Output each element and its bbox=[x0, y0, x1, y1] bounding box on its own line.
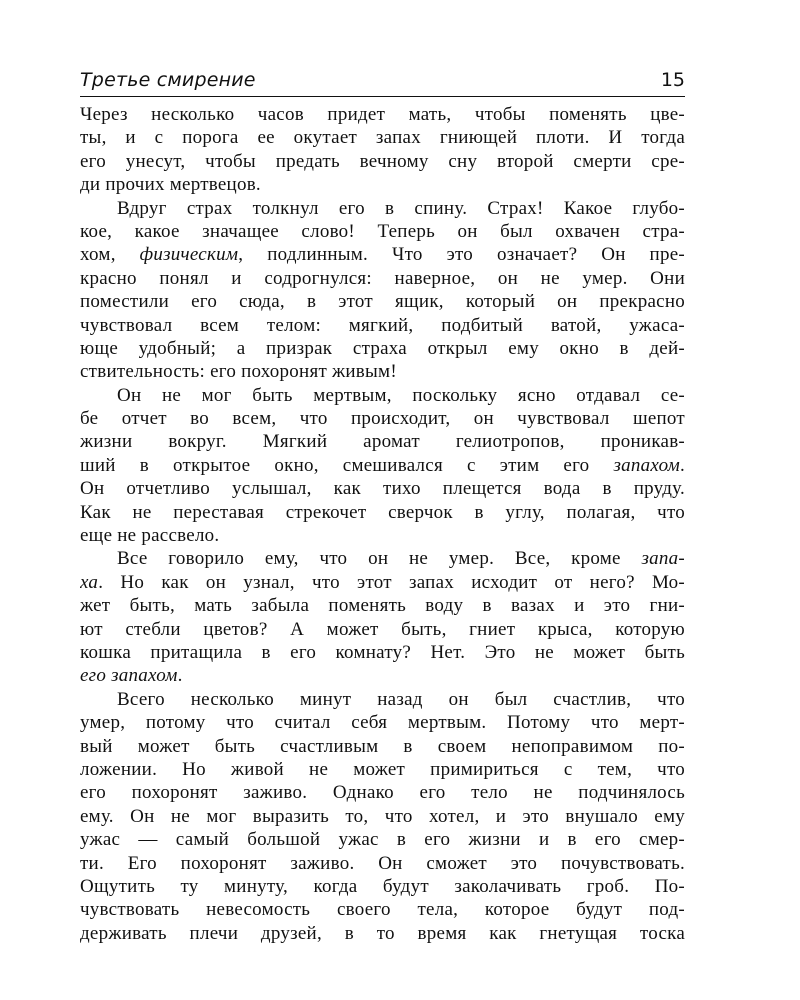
text-line bbox=[80, 594, 685, 617]
text-line-content bbox=[80, 174, 261, 195]
italic-text: запахом bbox=[613, 454, 680, 476]
italic-text: запа- bbox=[641, 548, 685, 570]
text-line-content bbox=[80, 853, 685, 874]
text-run: держивать плечи друзей, в то время как гнетущая тоска bbox=[80, 922, 685, 944]
italic-text: физическим bbox=[139, 244, 239, 266]
text-line bbox=[80, 384, 685, 407]
text-line-content bbox=[80, 244, 685, 265]
text-run: ший в открытое окно, смешивался с этим его bbox=[80, 454, 614, 476]
text-line-content bbox=[80, 268, 685, 289]
text-run: поместили его сюда, в этот ящик, который он прекрасно bbox=[80, 291, 685, 313]
text-line-content bbox=[80, 876, 685, 897]
text-line bbox=[80, 875, 685, 898]
text-line-content bbox=[80, 665, 183, 686]
text-run: бе отчет во всем, что происходит, он чувствовал шепот bbox=[80, 408, 685, 430]
text-run: умер, потому что считал себя мертвым. Потому что мерт- bbox=[80, 712, 685, 734]
text-run: . bbox=[177, 665, 183, 687]
text-line bbox=[80, 360, 685, 383]
text-line bbox=[80, 290, 685, 313]
text-run: чувствовал всем телом: мягкий, подбитый ватой, ужаса- bbox=[80, 314, 685, 336]
text-line bbox=[80, 197, 685, 220]
text-line-content bbox=[80, 104, 685, 125]
italic-text: его запахом bbox=[80, 665, 178, 687]
text-line-content bbox=[80, 338, 685, 359]
text-run: красно понял и содрогнулся: наверное, он не умер. Они bbox=[80, 267, 685, 289]
text-line-content bbox=[80, 619, 685, 640]
text-run: Все говорило ему, что он не умер. Все, кроме bbox=[117, 548, 642, 570]
text-line bbox=[80, 501, 685, 524]
text-line-content bbox=[80, 782, 685, 803]
book-page bbox=[80, 60, 685, 945]
text-line-content bbox=[80, 899, 685, 920]
text-run: Как не переставая стрекочет сверчок в углу, полагая, что bbox=[80, 501, 685, 523]
text-line-content bbox=[117, 198, 685, 219]
text-line bbox=[80, 688, 685, 711]
text-line bbox=[80, 664, 685, 687]
text-line-content bbox=[80, 315, 685, 336]
text-run: , подлинным. Что это означает? Он пре- bbox=[238, 244, 685, 266]
text-line-content bbox=[80, 712, 685, 733]
text-run: хом, bbox=[80, 244, 140, 266]
text-line bbox=[80, 711, 685, 734]
text-run: ди прочих мертвецов. bbox=[80, 174, 261, 196]
text-line-content bbox=[80, 455, 685, 476]
text-line bbox=[80, 173, 685, 196]
text-line bbox=[80, 477, 685, 500]
italic-text: ха bbox=[80, 571, 99, 593]
text-line-content bbox=[80, 502, 685, 523]
text-run: чувствовать невесомость своего тела, которое будут под- bbox=[80, 899, 685, 921]
text-run: . bbox=[680, 454, 685, 476]
text-line-content bbox=[80, 525, 219, 546]
text-run: вый может быть счастливым в своем непоправимом по- bbox=[80, 735, 685, 757]
text-line bbox=[80, 524, 685, 547]
text-run: Вдруг страх толкнул его в спину. Страх! Какое глубо- bbox=[117, 197, 685, 219]
text-line bbox=[80, 430, 685, 453]
text-line bbox=[80, 805, 685, 828]
text-line-content bbox=[80, 151, 685, 172]
text-run: ты, и с порога ее окутает запах гниющей плоти. И тогда bbox=[80, 127, 685, 149]
text-run: его унесут, чтобы предать вечному сну второй смерти сре- bbox=[80, 150, 685, 172]
text-run: Всего несколько минут назад он был счастлив, что bbox=[117, 688, 685, 710]
text-line bbox=[80, 337, 685, 360]
body-text bbox=[80, 103, 685, 945]
text-line-content bbox=[117, 385, 685, 406]
text-run: ти. Его похоронят заживо. Он сможет это почувствовать. bbox=[80, 852, 685, 874]
text-run: ют стебли цветов? А может быть, гниет крыса, которую bbox=[80, 618, 685, 640]
text-line bbox=[80, 735, 685, 758]
text-run: . Но как он узнал, что этот запах исходит от него? Мо- bbox=[98, 571, 685, 593]
text-line-content bbox=[80, 221, 685, 242]
text-line-content bbox=[117, 548, 685, 569]
text-line-content bbox=[80, 361, 397, 382]
text-run: ужас — самый большой ужас в его жизни и в его смер- bbox=[80, 829, 685, 851]
running-header bbox=[80, 60, 685, 97]
text-line bbox=[80, 314, 685, 337]
text-line-content bbox=[80, 806, 685, 827]
text-line bbox=[80, 126, 685, 149]
text-line bbox=[80, 454, 685, 477]
text-line-content bbox=[80, 595, 685, 616]
text-line bbox=[80, 618, 685, 641]
text-line-content bbox=[80, 408, 685, 429]
text-run: Он отчетливо услышал, как тихо плещется вода в пруду. bbox=[80, 478, 685, 500]
text-run: еще не рассвело. bbox=[80, 525, 220, 547]
text-run: ствительность: его похоронят живым! bbox=[80, 361, 397, 383]
text-line bbox=[80, 571, 685, 594]
text-line bbox=[80, 641, 685, 664]
text-line bbox=[80, 547, 685, 570]
text-line bbox=[80, 220, 685, 243]
text-run: Ощутить ту минуту, когда будут заколачивать гроб. По- bbox=[80, 875, 685, 897]
text-run: юще удобный; а призрак страха открыл ему окно в дей- bbox=[80, 337, 685, 359]
text-line bbox=[80, 898, 685, 921]
text-run: жизни вокруг. Мягкий аромат гелиотропов, проникав- bbox=[80, 431, 685, 453]
text-line-content bbox=[80, 431, 685, 452]
text-line-content bbox=[80, 829, 685, 850]
text-line bbox=[80, 267, 685, 290]
text-run: кое, какое значащее слово! Теперь он был охвачен стра- bbox=[80, 220, 685, 242]
text-line bbox=[80, 781, 685, 804]
text-run: его похоронят заживо. Однако его тело не подчинялось bbox=[80, 782, 685, 804]
text-line bbox=[80, 852, 685, 875]
text-line-content bbox=[80, 127, 685, 148]
text-line bbox=[80, 828, 685, 851]
text-run: Через несколько часов придет мать, чтобы поменять цве- bbox=[80, 104, 685, 125]
text-run: Он не мог быть мертвым, поскольку ясно отдавал се- bbox=[117, 384, 685, 406]
text-run: ему. Он не мог выразить то, что хотел, и это внушало ему bbox=[80, 805, 685, 827]
text-line bbox=[80, 758, 685, 781]
text-line-content bbox=[80, 923, 685, 944]
chapter-title: Третье смирение bbox=[80, 69, 256, 91]
text-run: кошка притащила в его комнату? Нет. Это не может быть bbox=[80, 641, 685, 663]
text-line-content bbox=[80, 572, 685, 593]
text-line bbox=[80, 243, 685, 266]
text-line-content bbox=[80, 478, 685, 499]
text-run: жет быть, мать забыла поменять воду в вазах и это гни- bbox=[80, 595, 685, 617]
text-line-content bbox=[80, 291, 685, 312]
text-line-content bbox=[117, 689, 685, 710]
text-line-content bbox=[80, 759, 685, 780]
text-line bbox=[80, 103, 685, 126]
text-line-content bbox=[80, 642, 685, 663]
text-line bbox=[80, 922, 685, 945]
text-line bbox=[80, 407, 685, 430]
text-line-content bbox=[80, 736, 685, 757]
page-number: 15 bbox=[660, 69, 685, 91]
text-run: ложении. Но живой не может примириться с тем, что bbox=[80, 758, 685, 780]
text-line bbox=[80, 150, 685, 173]
